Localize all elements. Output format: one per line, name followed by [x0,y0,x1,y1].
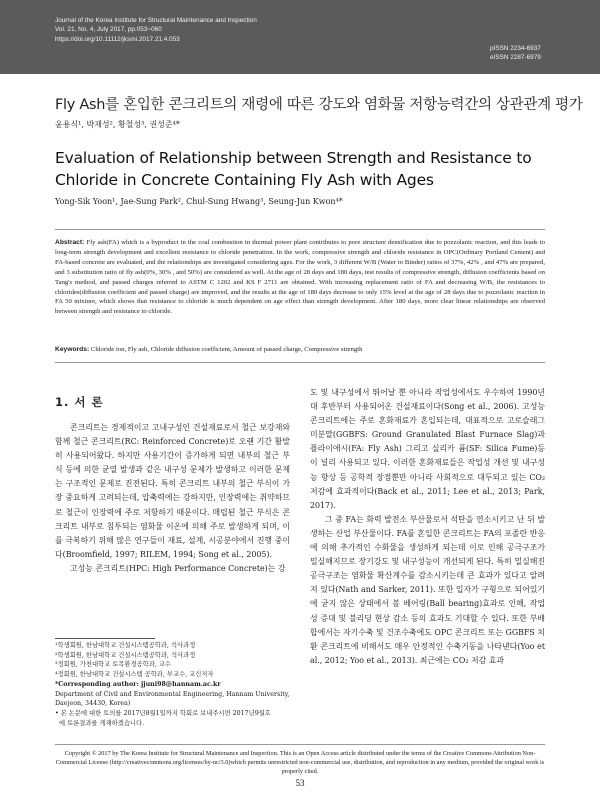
corresponding-author: *Corresponding author: jjuni98@hannam.ac.kr [55,680,221,688]
page-number: 53 [295,778,305,788]
issn-info [490,44,541,63]
journal-name: Journal of the Korea Institute for Structural Maintenance and Inspection [55,17,257,24]
journal-volume: Vol. 21, No. 4, July 2017, pp.053~060 [55,26,162,34]
footnotes [55,641,290,728]
keywords-label: Keywords: [55,346,90,353]
korean-authors: 윤용식¹, 박재성², 황철성³, 권성준⁴* [55,120,180,129]
english-title: Evaluation of Relationship between Strength and Resistance to Chloride in Concrete Containing Fly Ash with Ages [55,149,532,189]
eissn: eISSN 2287-6979 [490,54,541,62]
journal-doi[interactable]: https://doi.org/10.11112/jksmi.2017.21.4.053 [55,35,180,43]
copyright-divider [55,744,545,745]
left-paragraph-2: 고성능 콘크리트(HPC: High Performance Concrete)는 강 [70,563,286,573]
footnote: ⁴정회원, 한남대학교 건설시스템 공학과, 부교수, 교신저자 [55,671,214,679]
footnote: 에 토론결과를 게재하겠습니다. [55,719,145,727]
right-column [310,386,545,668]
english-authors: Yong-Sik Yoon¹, Jae-Sung Park², Chul-Sung Hwang³, Seung-Jun Kwon⁴* [55,197,343,206]
journal-info [55,16,257,44]
footnote-divider [55,638,155,639]
footnote: Department of Civil and Environmental Engineering, Hannam University, [55,690,290,698]
footnote: ²학생회원, 한남대학교 건설시스템공학과, 석사과정 [55,651,196,659]
left-column [55,421,290,576]
abstract [55,238,545,317]
footnote: ¹학생회원, 한남대학교 건설시스템공학과, 석사과정 [55,642,196,649]
footnote: Daejeon, 34430, Korea) [55,700,131,708]
left-paragraph-1: 콘크리트는 경제적이고 고내구성인 건설재료로서 철근 보강재와 함께 철근 콘크리트(RC: Reinforced Concrete)로 오랜 기간 활발히 사용되어왔다. 하지만 사용기간이 증가하게 되면 내부의 철근 부식 등에 의한 균열 발생과 같은 내구성 문제가 발생하고 이러한 문제는 구조적인 문제로 진전된다. 특히 콘크리트 내부의 철근 부식이 가장 중요하게 고려되는데, 압축력에는 강하지만, 인장력에는 취약하므로 철근이 인장력에 주로 저항하기 때문이다. 매립된 철근 부식은 콘크리트 내부로 침투되는 염화물 이온에 의해 주로 발생하게 되며, 이를 극복하기 위해 많은 연구들이 재료, 설계, 시공분야에서 진행 중이다(Broomfield, 1997; RILEM, 1994; Song et al., 2005). [55,423,290,559]
section-heading: 1. 서 론 [55,395,104,409]
footnote: ³정회원, 가천대학교 토목환경공학과, 교수 [55,661,171,669]
pissn: pISSN 2234-6937 [490,45,541,52]
abstract-text: Fly ash(FA) which is a byproduct in the coal combustion in thermal power plant contributes to pore structure densification due to pozzolanic reaction, and this leads to long-term strength development and excellent resistance to chloride penetration. In the work, compressive strength and chloride resistance in OPC(Ordinary Portland Cement) and FA-based concrete are evaluated, and the relationships are investigated considering ages. For the work, 3 different W/B (Water to Binder) ratios of 37%, 42% , and 47% are prepared, and 3 substitution ratio of fly ash(0%, 30% , and 50%) are considered as well. At the age of 28 days and 180 days, test results of compressive strength, diffusion coefficients based on Tang's method, and passed charges referred to ASTM C 1202 and KS F 2711 are obtained. With increasing replacement ratio of FA and decreasing W/B, the resistances to chlorides(diffusion coefficient and passed charge) are improved, and the results at the age of 180 days decrease to only 15% level at the age of 28 days due to pozzolanic reaction in FA 50 mixture, which shows that resistance to chloride is much dependent on age effect than strength development. After 180 days, more clear linear relationships are observed between strength and resistance to chloride. [55,239,546,316]
right-paragraph-1: 도 및 내구성에서 뛰어날 뿐 아니라 작업성에서도 우수하여 1990년대 후반부터 사용되어온 건설재료이다(Song et al., 2006). 고성능 콘크리트에는 주로 혼화재료가 혼입되는데, 대표적으로 고로슬래그미분말(GGBFS: Ground Granulated Blast Furnace Slag)과 플라이애시(FA: Fly Ash) 그리고 실리카 퓸(SF: Silica Fume)등이 널리 사용되고 있다. 이러한 혼화재료들은 작업성 개선 및 내구성능 향상 등 공학적 장점뿐만 아니라 사회적으로 대두되고 있는 CO₂ 저감에 효과적이다(Back et al., 2011; Lee et al., 2013; Park, 2017). [310,388,545,510]
journal-header-band [0,0,600,74]
divider-top [55,229,545,230]
keywords [55,345,545,355]
divider-bottom [55,362,545,363]
right-paragraph-2: 그 중 FA는 화력 발전소 부산물로서 석탄을 연소시키고 난 뒤 발생하는 산업 부산물이다. FA를 혼입한 콘크리트는 FA의 포졸란 반응에 의해 추가적인 수화물을 생성하게 되는데 이로 인해 공극구조가 밀실해지므로 장기강도 및 내구성능이 개선되게 된다. 특히 밀실해진 공극구조는 염화물 확산계수를 감소시키는데 큰 효과가 있다고 알려져 있다(Nath and Sarker, 2011). 또한 입자가 구형으로 되어있기에 굳지 않은 상태에서 볼 베어링(Ball bearing)효과로 인해, 작업성 증대 및 블리딩 현상 감소 등의 효과도 기대할 수 있다. 또한 부배합에서는 자기수축 및 건조수축에도 OPC 콘크리트 또는 GGBFS 치환 콘크리트에 비해서도 매우 안정적인 수축거동을 나타낸다(Yoo et al., 2012; Yoo et al., 2013). 최근에는 CO₂ 저감 효과 [310,514,545,665]
abstract-label: Abstract: [55,239,85,246]
copyright-notice: Copyright © 2017 by The Korea Institute for Structural Maintenance and Inspection. This is an Open Access article distributed under the terms of the Creative Commons Attribution Non-Commercial License (http://creativecommons.org/licenses/by-nc/3.0)which permits unrestricted non-commercial use, distribution, and reproduction in any medium, provided the original work is properly cited. [55,750,545,775]
footnote: • 본 논문에 대한 토의를 2017년8월1일까지 학회로 보내주시면 2017년9월호 [55,709,271,717]
korean-title: Fly Ash를 혼입한 콘크리트의 재령에 따른 강도와 염화물 저항능력간의 상관관계 평가 [55,97,583,113]
keywords-text: Chloride ion, Fly ash, Chloride diffusion coefficient, Amount of passed charge, Compressive strength [90,346,363,353]
